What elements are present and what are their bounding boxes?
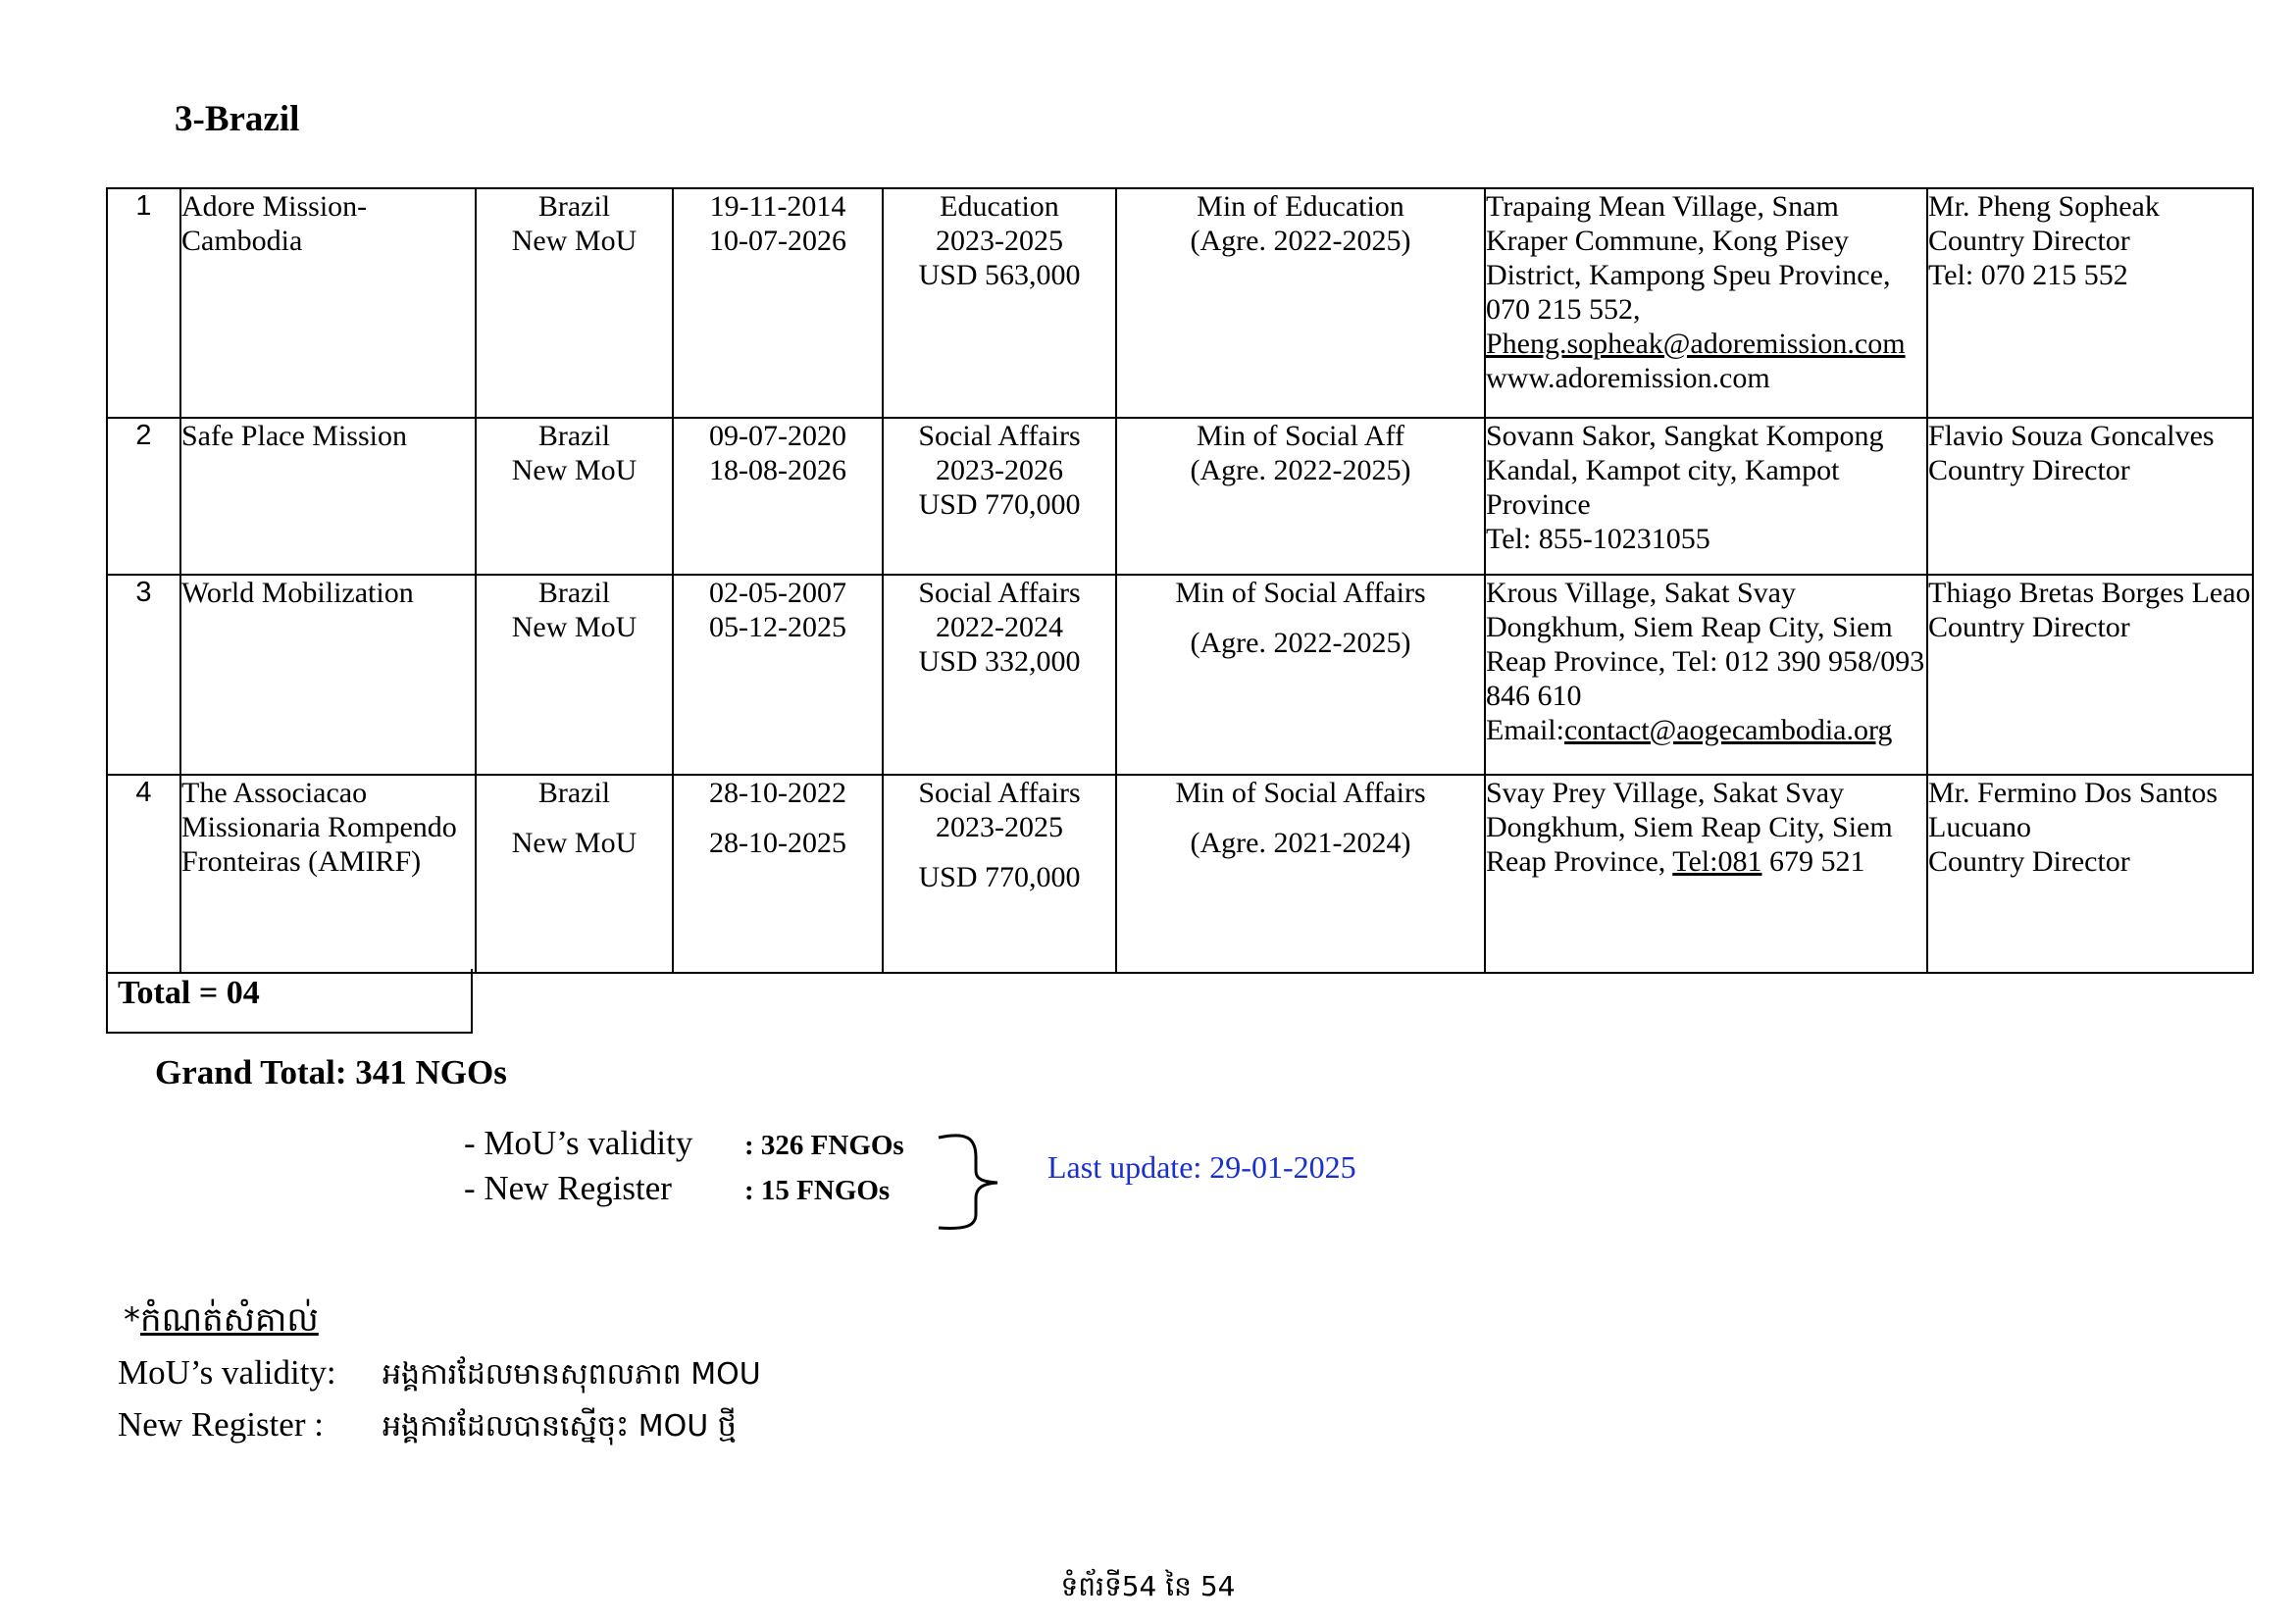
ngo-name: Adore Mission-Cambodia xyxy=(180,188,476,418)
ministry: Min of Social Aff xyxy=(1197,420,1404,452)
budget: USD 563,000 xyxy=(918,259,1081,291)
row-number: 1 xyxy=(107,188,180,418)
note-text: អង្គការដែលមានសុពលភាព MOU xyxy=(383,1357,761,1392)
dates-cell xyxy=(673,188,883,418)
agreement: (Agre. 2022-2025) xyxy=(1190,454,1411,486)
sector-cell xyxy=(883,188,1116,418)
mou-status: New MoU xyxy=(511,454,638,486)
sector-cell xyxy=(883,575,1116,775)
end-date: 28-10-2025 xyxy=(709,827,846,859)
contact-cell xyxy=(1927,418,2253,575)
tel-link[interactable]: Tel:081 xyxy=(1672,845,1762,878)
section-title: 3-Brazil xyxy=(175,99,300,139)
curly-brace-icon xyxy=(937,1128,1005,1236)
note-new-register xyxy=(118,1405,737,1450)
contact-cell xyxy=(1927,188,2253,418)
email-label: Email: xyxy=(1486,714,1564,746)
ministry-cell xyxy=(1116,775,1485,973)
address-cell xyxy=(1485,418,1927,575)
dates-cell xyxy=(673,775,883,973)
ministry-cell xyxy=(1116,188,1485,418)
sector: Social Affairs xyxy=(918,777,1081,809)
email-link[interactable]: Pheng.sopheak@adoremission.com xyxy=(1486,328,1906,360)
contact-tel: Tel: 070 215 552 xyxy=(1928,259,2128,291)
dates-cell xyxy=(673,418,883,575)
telephone: Tel: 855-10231055 xyxy=(1486,523,1710,555)
note-validity xyxy=(118,1353,761,1398)
address: Svay Prey Village, Sakat Svay Dongkhum, Siem Reap City, Siem Reap Province, xyxy=(1486,777,1893,878)
ngo-table xyxy=(106,187,2254,974)
note-asterisk: * xyxy=(124,1300,140,1340)
summary-value: : 15 FNGOs xyxy=(744,1175,891,1206)
row-number: 2 xyxy=(107,418,180,575)
sector: Social Affairs xyxy=(918,420,1081,452)
country-cell xyxy=(476,575,673,775)
period: 2023-2025 xyxy=(936,225,1063,257)
note-text: អង្គការដែលបានស្នើចុះ MOU ថ្មី xyxy=(383,1409,737,1444)
email-line xyxy=(1486,713,1926,747)
ministry: Min of Social Affairs xyxy=(1175,577,1426,609)
contact-title: Country Director xyxy=(1928,225,2130,257)
ngo-name: Safe Place Mission xyxy=(180,418,476,575)
contact-name: Thiago Bretas Borges Leao xyxy=(1928,577,2251,609)
page-number: ទំព័រទី54 នៃ 54 xyxy=(1060,1570,1236,1602)
table-row xyxy=(107,188,2253,418)
sector-cell xyxy=(883,775,1116,973)
agreement: (Agre. 2021-2024) xyxy=(1190,827,1411,859)
tel-number: 679 521 xyxy=(1761,845,1865,878)
total-count: Total = 04 xyxy=(106,969,473,1034)
country-cell xyxy=(476,775,673,973)
row-number: 3 xyxy=(107,575,180,775)
contact-name: Mr. Pheng Sopheak xyxy=(1928,190,2160,223)
country: Brazil xyxy=(537,420,611,452)
grand-total: Grand Total: 341 NGOs xyxy=(155,1053,507,1091)
summary-new-register xyxy=(464,1169,890,1208)
address-cell xyxy=(1485,775,1927,973)
sector-cell xyxy=(883,418,1116,575)
ngo-name: World Mobilization xyxy=(180,575,476,775)
budget: USD 770,000 xyxy=(918,488,1081,521)
start-date: 09-07-2020 xyxy=(709,420,846,452)
ministry: Min of Social Affairs xyxy=(1175,777,1426,809)
end-date: 18-08-2026 xyxy=(709,454,846,486)
contact-title: Country Director xyxy=(1928,454,2130,486)
country-cell xyxy=(476,188,673,418)
dates-cell xyxy=(673,575,883,775)
contact-name: Mr. Fermino Dos Santos Lucuano xyxy=(1928,777,2219,843)
agreement: (Agre. 2022-2025) xyxy=(1190,225,1411,257)
last-update: Last update: 29-01-2025 xyxy=(1047,1149,1356,1185)
note-heading: កំណត់សំគាល់ xyxy=(140,1300,319,1340)
summary-label: - MoU’s validity xyxy=(464,1124,693,1162)
notes-title xyxy=(124,1298,319,1347)
address: Trapaing Mean Village, Snam Kraper Commune, Kong Pisey District, Kampong Speu Province, 070 215 552, xyxy=(1486,190,1891,326)
address: Krous Village, Sakat Svay Dongkhum, Siem Reap City, Siem Reap Province, Tel: 012 390 958/093 846 610 xyxy=(1486,577,1925,712)
contact-title: Country Director xyxy=(1928,845,2130,878)
start-date: 28-10-2022 xyxy=(709,777,846,809)
country-cell xyxy=(476,418,673,575)
mou-status: New MoU xyxy=(511,611,638,643)
sector: Social Affairs xyxy=(918,577,1081,609)
contact-cell xyxy=(1927,775,2253,973)
start-date: 19-11-2014 xyxy=(709,190,846,223)
ministry: Min of Education xyxy=(1197,190,1404,223)
summary-label: - New Register xyxy=(464,1169,672,1207)
contact-cell xyxy=(1927,575,2253,775)
budget: USD 332,000 xyxy=(918,645,1081,678)
start-date: 02-05-2007 xyxy=(709,577,846,609)
end-date: 05-12-2025 xyxy=(709,611,846,643)
note-label: New Register : xyxy=(118,1405,324,1444)
ministry-cell xyxy=(1116,418,1485,575)
website: www.adoremission.com xyxy=(1486,362,1770,394)
contact-name: Flavio Souza Goncalves xyxy=(1928,420,2215,452)
table-row xyxy=(107,775,2253,973)
country: Brazil xyxy=(537,190,611,223)
table-row xyxy=(107,418,2253,575)
summary-value: : 326 FNGOs xyxy=(744,1130,904,1161)
email-link[interactable]: contact@aogecambodia.org xyxy=(1563,714,1893,746)
ngo-name: The Associacao Missionaria Rompendo Fronteiras (AMIRF) xyxy=(180,775,476,973)
note-label: MoU’s validity: xyxy=(118,1353,336,1392)
summary-validity xyxy=(464,1124,904,1163)
address: Sovann Sakor, Sangkat Kompong Kandal, Kampot city, Kampot Province xyxy=(1486,420,1884,521)
period: 2023-2026 xyxy=(936,454,1063,486)
period: 2023-2025 xyxy=(936,811,1063,843)
table-row xyxy=(107,575,2253,775)
mou-status: New MoU xyxy=(511,225,638,257)
end-date: 10-07-2026 xyxy=(709,225,846,257)
country: Brazil xyxy=(537,777,611,809)
address-cell xyxy=(1485,188,1927,418)
sector: Education xyxy=(940,190,1059,223)
country: Brazil xyxy=(537,577,611,609)
period: 2022-2024 xyxy=(936,611,1063,643)
address-cell xyxy=(1485,575,1927,775)
row-number: 4 xyxy=(107,775,180,973)
budget: USD 770,000 xyxy=(918,861,1081,893)
contact-title: Country Director xyxy=(1928,611,2130,643)
mou-status: New MoU xyxy=(511,827,638,859)
ministry-cell xyxy=(1116,575,1485,775)
agreement: (Agre. 2022-2025) xyxy=(1190,627,1411,659)
